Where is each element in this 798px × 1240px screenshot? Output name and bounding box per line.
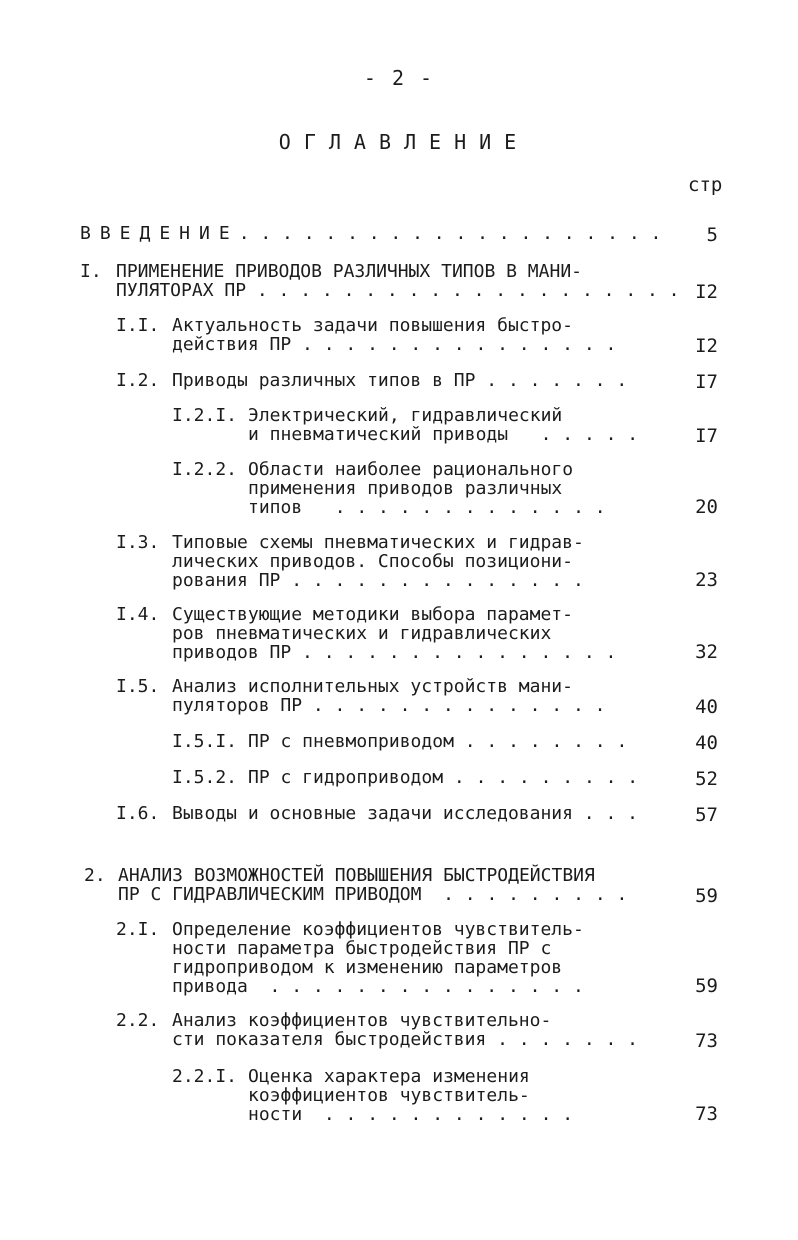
toc-entry-page: I2 [695, 335, 718, 357]
toc-entry-title-line: типов [248, 497, 303, 518]
toc-entry-title-line: Электрический, гидравлический [248, 405, 563, 426]
toc-entry-title-line: коэффициентов чувствитель- [248, 1085, 530, 1106]
toc-entry-title-line: Определение коэффициентов чувствитель- [172, 919, 584, 940]
toc-entry-title-line: привода [172, 976, 248, 997]
toc-entry-title-line: ности [248, 1104, 303, 1125]
toc-entry-page: 23 [695, 569, 718, 591]
toc-entry-title-line: ПРИМЕНЕНИЕ ПРИВОДОВ РАЗЛИЧНЫХ ТИПОВ В МАНИ- [116, 261, 582, 282]
toc-entry-title-line: ВВЕДЕНИЕ [80, 223, 239, 244]
dot-leader: . . . . . . . [475, 370, 628, 391]
toc-entry-title-line: Анализ исполнительных устройств мани- [172, 676, 573, 697]
toc-entry-title-line: ПР С ГИДРАВЛИЧЕСКИМ ПРИВОДОМ [118, 884, 422, 905]
toc-entry-number: 2.I. [116, 919, 160, 940]
toc-entry-title-line: применения приводов различных [248, 478, 563, 499]
toc-entry-number: I.I. [116, 315, 160, 336]
dot-leader: . . . . . . . . . . . . . . . [247, 976, 584, 997]
toc-entry-page: I7 [695, 425, 718, 447]
dot-leader: . . . . . . . . . . . . . . . [291, 334, 617, 355]
toc-entry-number: 2.2.I. [172, 1066, 238, 1087]
page-column-label: стр [688, 174, 723, 196]
toc-entry-title-line: Выводы и основные задачи исследования [172, 803, 573, 824]
toc-entry-title-line: Области наиболее рационального [248, 459, 574, 480]
toc-entry-title-line: Типовые схемы пневматических и гидрав- [172, 532, 584, 553]
toc-entry-number: I.5.I. [172, 731, 238, 752]
dot-leader: . . . . . . . [486, 1029, 638, 1050]
page-number: - 2 - [363, 66, 435, 90]
toc-entry-number: 2.2. [116, 1010, 160, 1031]
dot-leader: . . . . . . . . [453, 731, 628, 752]
dot-leader: . . . . . [508, 424, 639, 445]
toc-entry-title-line: гидроприводом к изменению параметров [172, 957, 563, 978]
toc-entry-number: I.5.2. [172, 767, 238, 788]
dot-leader: . . . . . . . . . . . . . [302, 497, 606, 518]
toc-entry-title-line: АНАЛИЗ ВОЗМОЖНОСТЕЙ ПОВЫШЕНИЯ БЫСТРОДЕЙСТВИЯ [118, 865, 595, 886]
toc-entry-page: 40 [695, 696, 718, 718]
toc-entry-page: 59 [695, 885, 718, 907]
toc-entry-number: I. [80, 261, 102, 282]
toc-entry-number: I.6. [116, 803, 160, 824]
toc-entry-page: 32 [695, 641, 718, 663]
toc-entry-page: 20 [695, 496, 718, 518]
toc-entry-page: 59 [695, 975, 718, 997]
toc-entry-title-line: ров пневматических и гидравлических [172, 623, 552, 644]
toc-entry-title-line: Оценка характера изменения [248, 1066, 530, 1087]
toc-entry-title-line: Актуальность задачи повышения быстро- [172, 315, 573, 336]
toc-entry-number: I.2.2. [172, 459, 238, 480]
toc-entry-number: I.4. [116, 604, 160, 625]
toc-entry-page: 40 [695, 732, 718, 754]
toc-entry-title-line: ПУЛЯТОРАХ ПР [116, 280, 247, 301]
page-title: ОГЛАВЛЕНИЕ [278, 130, 530, 154]
toc-entry-title-line: рования ПР [172, 570, 281, 591]
dot-leader: . . . . . . . . . . . . . . [302, 695, 606, 716]
toc-entry-title-line: ПР с пневмоприводом [248, 731, 454, 752]
toc-entry-page: 52 [695, 768, 718, 790]
dot-leader: . . . . . . . . . . . . [302, 1104, 574, 1125]
dot-leader: . . . . . . . . . [421, 884, 628, 905]
toc-entry-title-line: пуляторов ПР [172, 695, 303, 716]
toc-entry-title-line: Приводы различных типов в ПР [172, 370, 476, 391]
toc-entry-page: 73 [695, 1030, 718, 1052]
dot-leader: . . . [572, 803, 638, 824]
dot-leader: . . . . . . . . . [443, 767, 639, 788]
toc-entry-title-line: и пневматический приводы [248, 424, 509, 445]
toc-entry-number: I.5. [116, 676, 160, 697]
toc-entry-title-line: ности параметра быстродействия ПР с [172, 938, 552, 959]
toc-entry-page: I7 [695, 371, 718, 393]
dot-leader: . . . . . . . . . . . . . . . . . . . . [238, 223, 662, 244]
toc-entry-number: I.3. [116, 532, 160, 553]
toc-entry-title-line: ПР с гидроприводом [248, 767, 444, 788]
toc-entry-number: 2. [84, 865, 106, 886]
dot-leader: . . . . . . . . . . . . . . [280, 570, 584, 591]
dot-leader: . . . . . . . . . . . . . . . . . . . . [246, 280, 680, 301]
toc-entry-page: 5 [706, 224, 718, 246]
toc-entry-number: I.2.I. [172, 405, 238, 426]
toc-entry-page: 57 [695, 804, 718, 826]
toc-entry-title-line: лических приводов. Способы позициони- [172, 551, 573, 572]
toc-entry-page: I2 [695, 281, 718, 303]
toc-entry-number: I.2. [116, 370, 160, 391]
toc-entry-title-line: приводов ПР [172, 642, 292, 663]
toc-entry-title-line: Существующие методики выбора парамет- [172, 604, 573, 625]
toc-entry-title-line: действия ПР [172, 334, 292, 355]
toc-entry-title-line: сти показателя быстродействия [172, 1029, 487, 1050]
dot-leader: . . . . . . . . . . . . . . . [291, 642, 617, 663]
toc-entry-page: 73 [695, 1103, 718, 1125]
toc-entry-title-line: Анализ коэффициентов чувствительно- [172, 1010, 552, 1031]
